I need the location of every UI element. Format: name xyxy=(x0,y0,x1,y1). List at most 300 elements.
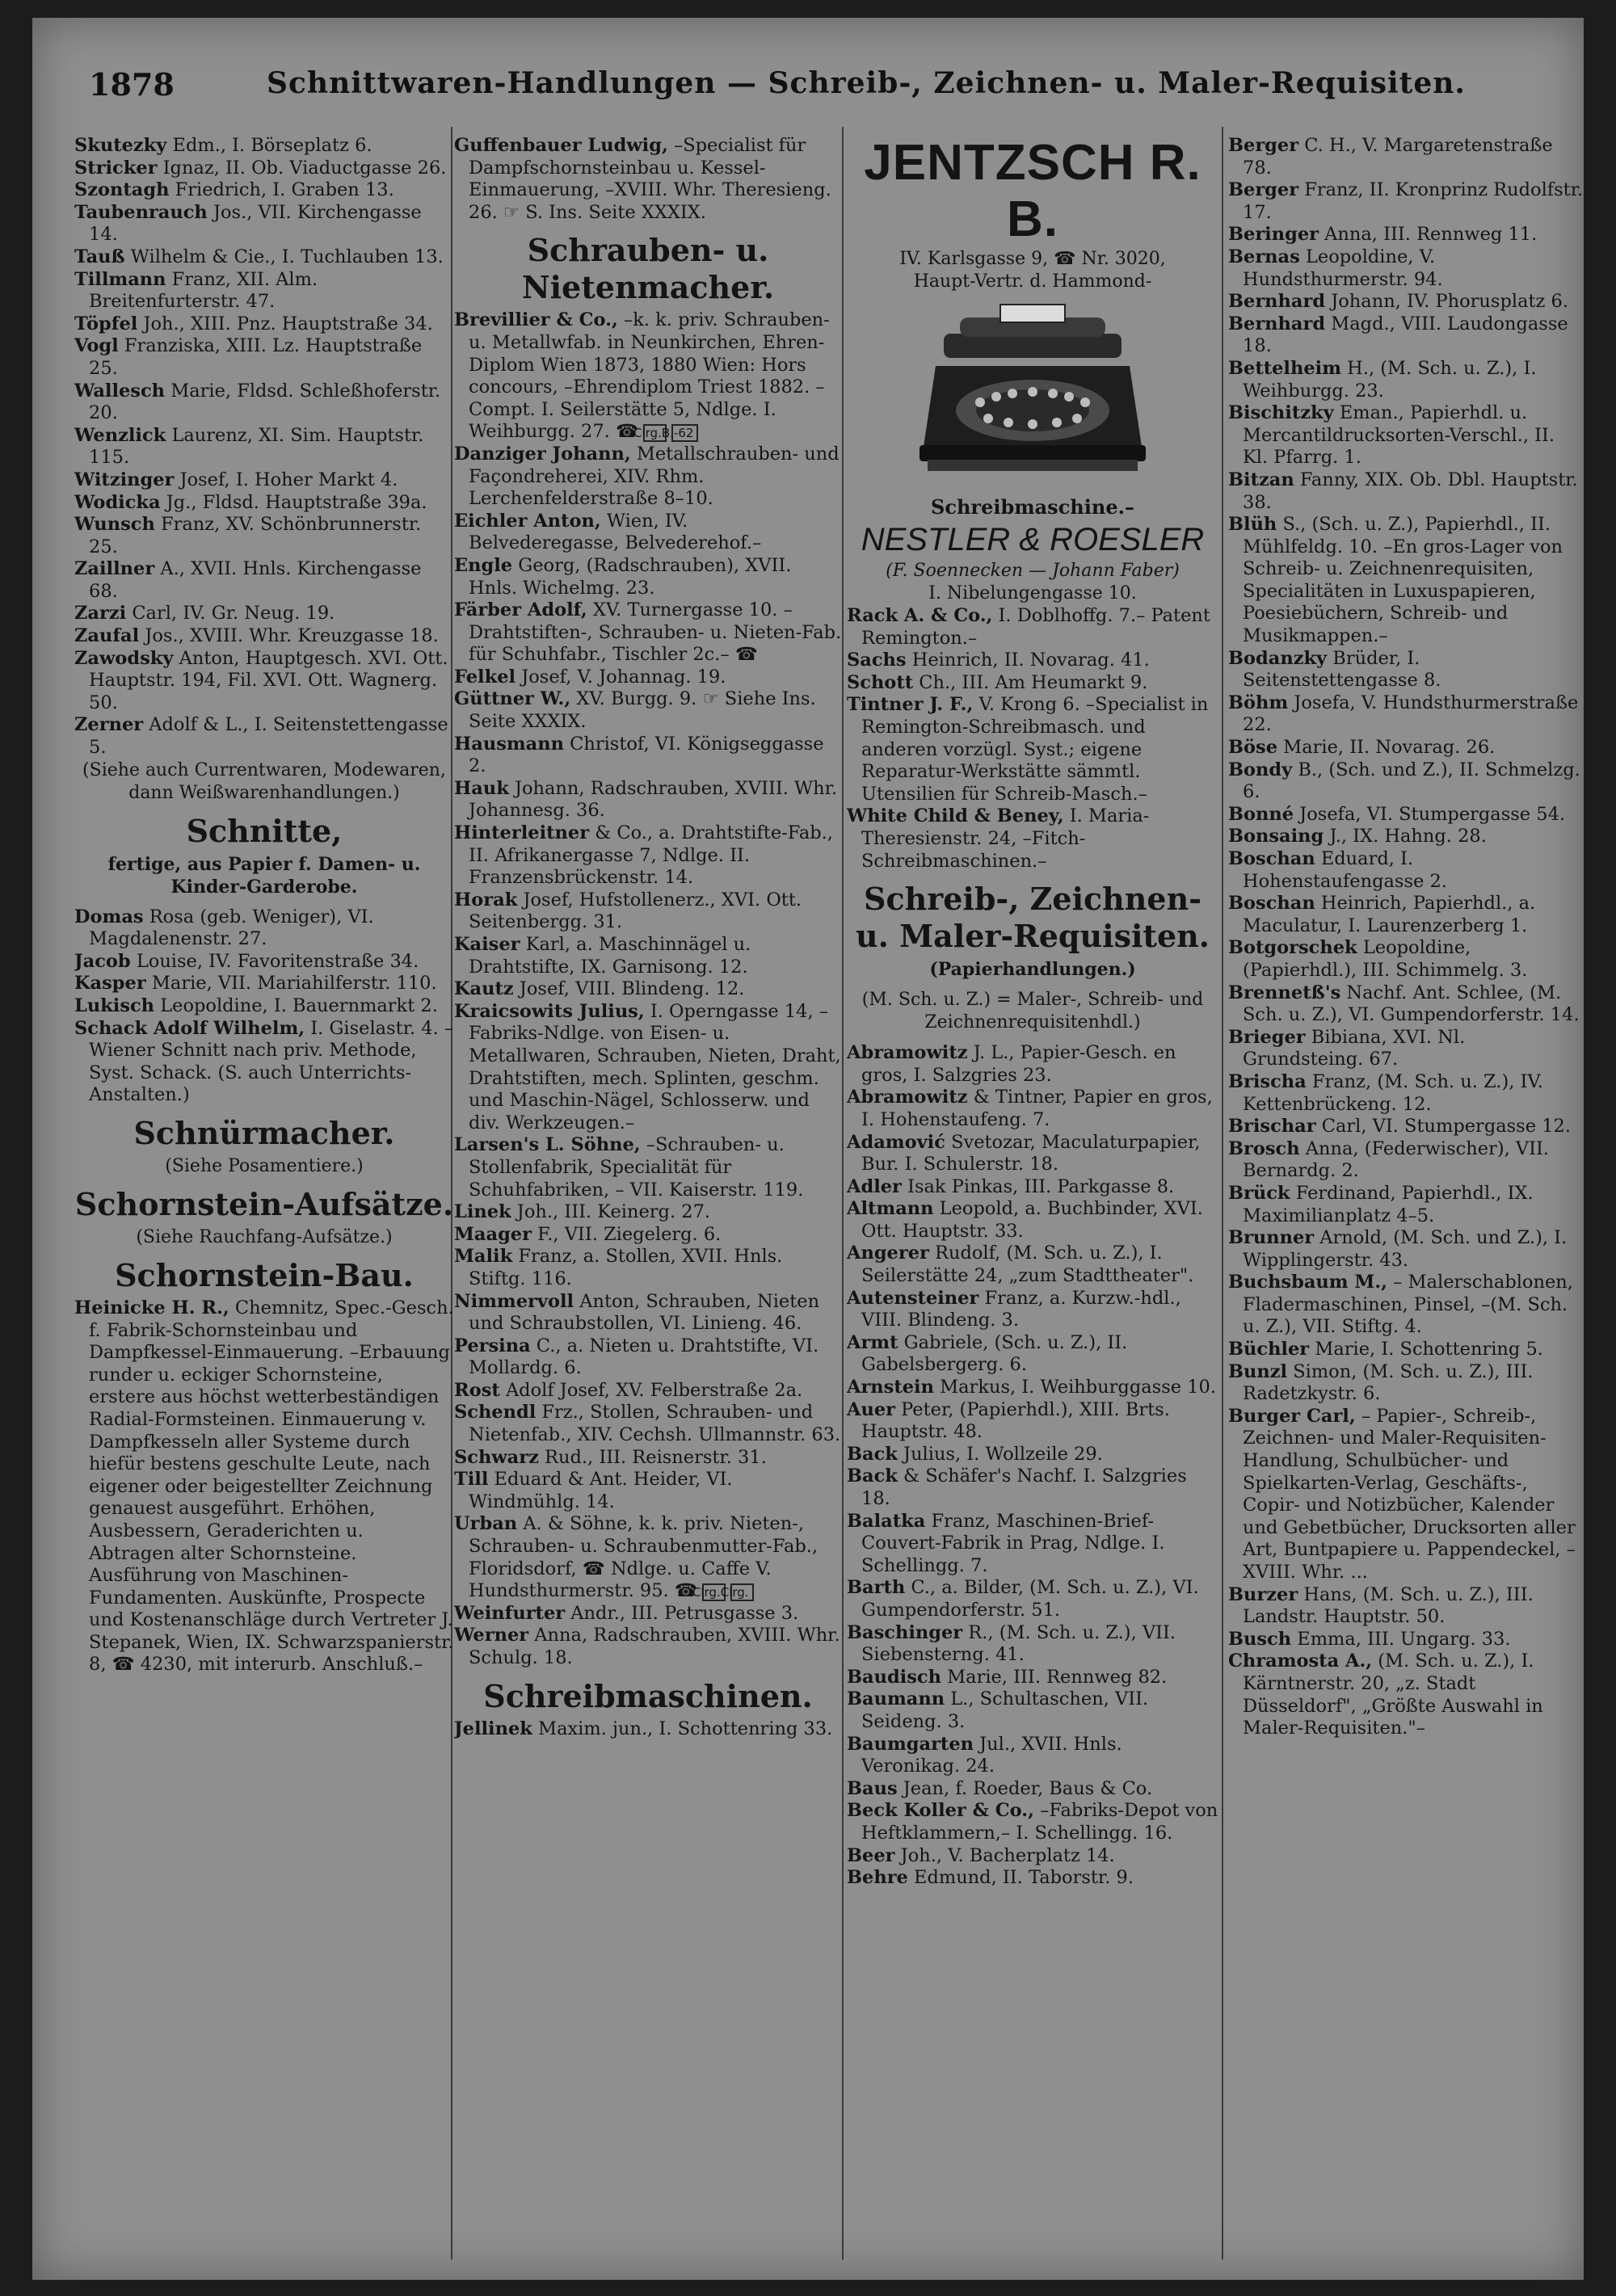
directory-entry xyxy=(454,1134,842,1201)
directory-entry xyxy=(1228,848,1584,893)
ad-brand-address: I. Nibelungengasse 10. xyxy=(928,583,1137,603)
directory-entry xyxy=(847,1511,1218,1578)
directory-entry xyxy=(847,1377,1218,1399)
directory-entry xyxy=(74,202,454,246)
entry-text: Carl, IV. Gr. Neug. 19. xyxy=(132,603,335,624)
entry-name: White Child & Beney, xyxy=(847,805,1064,827)
entry-text: Anton, Schrauben, Nieten und Schraubstollen, VI. Linieng. 46. xyxy=(469,1290,820,1335)
entry-text: Isak Pinkas, III. Parkgasse 8. xyxy=(907,1175,1175,1197)
entry-text: Josef, V. Johannag. 19. xyxy=(521,666,726,688)
entry-text: Gabriele, (Sch. u. Z.), II. Gabelsbergerg. 6. xyxy=(861,1331,1128,1376)
entry-name: Bunzl xyxy=(1228,1360,1288,1382)
entry-text: A., XVII. Hnls. Kirchengasse 68. xyxy=(89,558,422,602)
entry-text: Leopoldine, (Papierhdl.), III. Schimmelg. 3. xyxy=(1243,937,1528,981)
entry-text: Rudolf, (M. Sch. u. Z.), I. Seilerstätte 24, „zum Stadttheater". xyxy=(861,1243,1194,1287)
directory-entry xyxy=(74,469,454,492)
entry-text: Marie, II. Novarag. 26. xyxy=(1283,737,1496,759)
entry-name: Bitzan xyxy=(1228,469,1294,490)
entry-text: Eduard & Ant. Heider, VI. Windmühlg. 14. xyxy=(469,1469,733,1512)
directory-entry xyxy=(1228,1138,1584,1183)
entry-text: –Specialist für Dampfschornsteinbau u. Kessel-Einmauerung, –XVIII. Whr. Theresieng. 26. ☞ S. Ins. Seite XXXIX. xyxy=(469,135,831,223)
entry-name: Schendl xyxy=(454,1402,537,1423)
column-3 xyxy=(847,135,1218,2268)
directory-entry xyxy=(454,599,842,667)
entry-name: Chramosta A., xyxy=(1228,1651,1373,1672)
entry-text: XV. Burgg. 9. ☞ Siehe Ins. Seite XXXIX. xyxy=(469,688,816,733)
column-2 xyxy=(454,135,842,2268)
section-heading-schreib-requisiten: Schreib-, Zeichnen- u. Maler-Requisiten. xyxy=(856,881,1210,955)
advertisement-jentzsch xyxy=(847,135,1218,605)
directory-entry xyxy=(74,313,454,336)
entry-name: Beer xyxy=(847,1844,895,1866)
entry-name: Adler xyxy=(847,1175,902,1197)
entry-name: Szontagh xyxy=(74,179,170,201)
entry-name: Larsen's L. Söhne, xyxy=(454,1134,641,1156)
directory-entry xyxy=(1228,1116,1584,1138)
entry-text: I. Maria-Theresienstr. 24, –Fitch-Schreibmaschinen.– xyxy=(861,805,1150,872)
entry-name: Beringer xyxy=(1228,224,1319,246)
directory-entry xyxy=(847,605,1218,650)
directory-entry xyxy=(847,1444,1218,1466)
entry-name: Zaillner xyxy=(74,558,155,580)
directory-entry xyxy=(1228,224,1584,246)
entry-name: Danziger Johann, xyxy=(454,443,631,465)
section-subheading: (Papierhandlungen.) xyxy=(929,959,1136,981)
entry-name: Auer xyxy=(847,1398,895,1420)
entry-name: Kautz xyxy=(454,978,514,1000)
entry-text: Marie, VII. Mariahilferstr. 110. xyxy=(151,973,437,995)
directory-entry xyxy=(74,1018,454,1107)
directory-entry xyxy=(847,1176,1218,1199)
entry-name: Rack A. & Co., xyxy=(847,605,993,626)
entry-text: Anna, (Federwischer), VII. Bernardg. 2. xyxy=(1243,1137,1550,1182)
directory-entry xyxy=(74,973,454,995)
entry-name: Boschan xyxy=(1228,848,1315,869)
entry-text: Jos., VII. Kirchengasse 14. xyxy=(89,201,422,246)
entry-text: Josef, Hufstollenerz., XVI. Ott. Seitenbergg. 31. xyxy=(469,889,802,933)
entry-name: Wunsch xyxy=(74,514,155,536)
column-rule xyxy=(1222,127,1223,2260)
entry-text: Franz, a. Stollen, XVII. Hnls. Stiftg. 116. xyxy=(469,1246,783,1289)
entry-name: Arnstein xyxy=(847,1377,934,1398)
entry-name: Baschinger xyxy=(847,1621,963,1643)
entry-name: Linek xyxy=(454,1201,511,1223)
entry-name: Güttner W., xyxy=(454,688,571,710)
entry-text: Louise, IV. Favoritenstraße 34. xyxy=(136,950,419,972)
section-heading-schnurmacher: Schnürmacher. xyxy=(133,1114,395,1151)
entry-text: Joh., V. Bacherplatz 14. xyxy=(900,1844,1115,1866)
entry-name: Bischitzky xyxy=(1228,402,1334,424)
ad-address: IV. Karlsgasse 9, ☎ Nr. 3020, xyxy=(899,249,1166,269)
directory-entry xyxy=(454,1447,842,1470)
entry-name: Berger xyxy=(1228,135,1299,156)
entry-text: Anna, Radschrauben, XVIII. Whr. Schulg. 18. xyxy=(469,1625,840,1668)
directory-entry xyxy=(1228,692,1584,737)
entry-name: Heinicke H. R., xyxy=(74,1297,229,1318)
entry-text: A. & Söhne, k. k. priv. Nieten-, Schrauben- u. Schraubenmutter-Fab., Floridsdorf, ☎ Ndlge. u. Caffe V. Hundsthurmerstr. 95. ☎ xyxy=(469,1513,819,1602)
entry-text: Chemnitz, Spec.-Gesch. f. Fabrik-Schornsteinbau und Dampfkessel-Einmauerung. –Erbauung runder u. eckiger Schornsteine, erstere aus höchst wetterbeständigen Radial-Formsteinen. Einmauerung v. Dampfkesseln aller Systeme durch hiefür bestens geschulte Leute, nach eigener oder beigestellter Zeichnung genauest ausgeführt. Erhöhen, Ausbessern, Geraderichten u. Abtragen alter Schornsteine. Ausführung von Maschinen-Fundamenten. Auskünfte, Prospecte und Kostenanschläge durch Vertreter J. Stepanek, Wien, IX. Schwarzspanierstr. 8, ☎ 4230, mit interurb. Anschluß.– xyxy=(89,1297,454,1676)
entry-text: & Tintner, Papier en gros, I. Hohenstaufeng. 7. xyxy=(861,1087,1213,1130)
entry-text: – Papier-, Schreib-, Zeichnen- und Maler-Requisiten-Handlung, Schulbücher- und Spielkarten-Verlag, Geschäfts-, Copir- und Notizbücher, Kalender und Gebetbücher, Drucksorten aller Art, Buntpapiere u. Pappendeckel, – XVIII. Whr. ... xyxy=(1243,1405,1576,1583)
directory-entry xyxy=(74,906,454,951)
entry-name: Blüh xyxy=(1228,514,1277,536)
entry-text: Ignaz, II. Ob. Viaductgasse 26. xyxy=(162,157,447,179)
entry-name: Boschan xyxy=(1228,893,1315,915)
directory-entry xyxy=(74,714,454,759)
entry-name: Adamović xyxy=(847,1131,945,1153)
directory-entry xyxy=(454,1718,842,1741)
directory-entry xyxy=(454,1603,842,1625)
entry-text: Simon, (M. Sch. u. Z.), III. Radetzkystr. 6. xyxy=(1243,1360,1534,1405)
directory-entry xyxy=(847,694,1218,805)
entry-name: Abramowitz xyxy=(847,1087,968,1108)
directory-entry xyxy=(454,1513,842,1602)
entry-text: H., (M. Sch. u. Z.), I. Weihburgg. 23. xyxy=(1243,357,1537,402)
directory-entry xyxy=(1228,246,1584,291)
directory-entry xyxy=(847,1867,1218,1890)
entry-text: Nachf. Ant. Schlee, (M. Sch. u. Z.), VI. Gumpendorferstr. 14. xyxy=(1243,982,1580,1026)
directory-entry xyxy=(847,1198,1218,1243)
entry-text: Christof, VI. Königseggasse 2. xyxy=(469,733,824,777)
directory-entry xyxy=(454,734,842,778)
entry-text: Laurenz, XI. Sim. Hauptstr. 115. xyxy=(89,424,424,469)
entry-text: Edm., I. Börseplatz 6. xyxy=(172,135,372,156)
directory-entry xyxy=(847,1577,1218,1621)
directory-entry xyxy=(74,492,454,515)
directory-entry xyxy=(454,1201,842,1224)
entry-name: Maager xyxy=(454,1223,532,1245)
entry-name: Bettelheim xyxy=(1228,357,1342,379)
entry-text: Ferdinand, Papierhdl., IX. Maximilianplatz 4–5. xyxy=(1243,1182,1534,1226)
entry-text: Franz, II. Kronprinz Rudolfstr. 17. xyxy=(1243,179,1584,223)
directory-entry xyxy=(1228,358,1584,402)
directory-entry xyxy=(1228,1339,1584,1361)
section-subheading: (Siehe Rauchfang-Aufsätze.) xyxy=(136,1226,393,1247)
directory-entry xyxy=(847,1800,1218,1844)
entry-name: Burzer xyxy=(1228,1583,1298,1605)
directory-entry xyxy=(454,1469,842,1513)
directory-entry xyxy=(454,511,842,555)
entry-name: Werner xyxy=(454,1625,529,1646)
entry-text: Franz, XII. Alm. Breitenfurterstr. 47. xyxy=(89,268,318,313)
directory-entry xyxy=(1228,313,1584,358)
directory-entry xyxy=(454,1335,842,1380)
entry-text: & Co., a. Drahtstifte-Fab., II. Afrikanergasse 7, Ndlge. II. Franzensbrückenstr. 14. xyxy=(469,822,833,889)
entry-name: Tillmann xyxy=(74,268,166,290)
entry-name: Vogl xyxy=(74,335,119,357)
directory-entry xyxy=(454,1380,842,1402)
entry-text: Georg, (Radschrauben), XVII. Hnls. Wichelmg. 23. xyxy=(469,554,792,599)
entry-text: Joh., III. Keinerg. 27. xyxy=(516,1201,711,1223)
entry-text: Wien, IV. Belvederegasse, Belvederehof.– xyxy=(469,510,762,554)
directory-entry xyxy=(1228,826,1584,848)
column-1 xyxy=(74,135,454,2268)
directory-entry xyxy=(1228,937,1584,982)
entry-list xyxy=(74,906,454,1107)
entry-text: C., a. Bilder, (M. Sch. u. Z.), VI. Gumpendorferstr. 51. xyxy=(861,1577,1199,1621)
entry-name: Busch xyxy=(1228,1628,1292,1650)
directory-entry xyxy=(74,269,454,313)
directory-entry xyxy=(454,667,842,689)
directory-entry xyxy=(847,1688,1218,1733)
entry-name: Armt xyxy=(847,1331,898,1353)
page-number: 1878 xyxy=(89,66,175,103)
entry-text: Heinrich, II. Novarag. 41. xyxy=(911,650,1150,671)
entry-text: – Malerschablonen, Fladermaschinen, Pinsel, –(M. Sch. u. Z.), VII. Stiftg. 4. xyxy=(1243,1272,1573,1338)
entry-name: Brieger xyxy=(1228,1026,1306,1048)
phone-badge: Clrg. xyxy=(730,1583,754,1601)
entry-list xyxy=(74,135,454,759)
entry-text: Arnold, (M. Sch. und Z.), I. Wipplingerstr. 43. xyxy=(1243,1227,1568,1271)
entry-name: Behre xyxy=(847,1867,908,1889)
directory-entry xyxy=(454,309,842,444)
directory-entry xyxy=(1228,804,1584,826)
entry-list xyxy=(454,309,842,1669)
entry-text: Svetozar, Maculaturpapier, Bur. I. Schulerstr. 18. xyxy=(861,1131,1201,1175)
directory-entry xyxy=(847,1132,1218,1176)
entry-name: Hausmann xyxy=(454,733,564,755)
entry-name: Felkel xyxy=(454,666,516,688)
entry-name: Brevillier & Co., xyxy=(454,309,618,331)
directory-entry xyxy=(74,951,454,973)
entry-text: Carl, VI. Stumpergasse 12. xyxy=(1321,1116,1571,1137)
ad-brand-sub: (F. Soennecken — Johann Faber) xyxy=(886,561,1180,581)
entry-name: Wodicka xyxy=(74,491,161,513)
entry-name: Schott xyxy=(847,671,914,693)
directory-entry xyxy=(454,688,842,733)
directory-entry xyxy=(74,179,454,202)
entry-text: J. L., Papier-Gesch. en gros, I. Salzgries 23. xyxy=(861,1042,1176,1086)
entry-text: XV. Turnergasse 10. –Drahtstiften-, Schrauben- u. Nieten-Fab. für Schuhfabr., Tischler 2c.– ☎ xyxy=(469,599,842,666)
entry-text: Adolf Josef, XV. Felberstraße 2a. xyxy=(505,1379,803,1401)
entry-name: Färber Adolf, xyxy=(454,599,587,621)
entry-name: Zerner xyxy=(74,714,144,736)
directory-entry xyxy=(454,1246,842,1290)
directory-entry xyxy=(1228,514,1584,648)
entry-name: Persina xyxy=(454,1335,531,1356)
directory-entry xyxy=(1228,402,1584,469)
entry-name: Bernas xyxy=(1228,246,1300,267)
directory-entry xyxy=(1228,469,1584,514)
entry-text: Jg., Fldsd. Hauptstraße 39a. xyxy=(166,491,427,513)
directory-entry xyxy=(1228,1027,1584,1071)
directory-entry xyxy=(454,1001,842,1135)
entry-name: Kaiser xyxy=(454,934,520,955)
entry-list xyxy=(454,1718,842,1741)
entry-text: Friedrich, I. Graben 13. xyxy=(175,179,394,201)
directory-entry xyxy=(847,1243,1218,1287)
entry-text: R., (M. Sch. u. Z.), VII. Siebensterng. 41. xyxy=(861,1621,1176,1666)
entry-text: Jul., XVII. Hnls. Veronikag. 24. xyxy=(861,1733,1122,1777)
entry-name: Engle xyxy=(454,554,513,576)
directory-entry xyxy=(1228,1584,1584,1629)
entry-name: Böse xyxy=(1228,737,1278,759)
directory-entry xyxy=(454,822,842,889)
entry-name: Weinfurter xyxy=(454,1602,566,1624)
entry-text: C. H., V. Margaretenstraße 78. xyxy=(1243,135,1553,179)
entry-text: Marie, III. Rennweg 82. xyxy=(947,1666,1168,1688)
directory-entry xyxy=(74,335,454,380)
directory-entry xyxy=(454,555,842,599)
entry-name: Jellinek xyxy=(454,1718,532,1739)
directory-entry xyxy=(1228,759,1584,804)
entry-text: Joh., XIII. Pnz. Hauptstraße 34. xyxy=(143,313,433,334)
entry-text: B., (Sch. und Z.), II. Schmelzg. 6. xyxy=(1243,759,1580,803)
entry-text: Julius, I. Wollzeile 29. xyxy=(903,1443,1103,1465)
entry-name: Till xyxy=(454,1469,489,1491)
entry-text: Bibiana, XVI. Nl. Grundsteing. 67. xyxy=(1243,1026,1466,1070)
entry-name: Jacob xyxy=(74,950,131,972)
entry-name: Kraicsowits Julius, xyxy=(454,1000,645,1022)
entry-text: I. Operngasse 14, –Fabriks-Ndlge. von Eisen- u. Metallwaren, Schrauben, Nieten, Draht, Drahtstiften, mech. Splinten, geschm. und Maschin-Nägel, Schlosserw. und div. Werkzeugen.– xyxy=(469,1000,841,1133)
directory-entry xyxy=(847,1667,1218,1689)
directory-entry xyxy=(847,1288,1218,1332)
entry-name: Beck Koller & Co., xyxy=(847,1800,1034,1822)
entry-text: Fanny, XIX. Ob. Dbl. Hauptstr. 38. xyxy=(1243,469,1578,513)
entry-name: Baumann xyxy=(847,1688,945,1710)
directory-entry xyxy=(847,1622,1218,1667)
entry-text: F., VII. Ziegelerg. 6. xyxy=(537,1223,722,1245)
directory-entry xyxy=(1228,135,1584,179)
entry-text: Brüder, I. Seitenstettengasse 8. xyxy=(1243,647,1441,692)
entry-name: Bonsaing xyxy=(1228,826,1324,847)
entry-name: Abramowitz xyxy=(847,1042,968,1064)
entry-name: Brischar xyxy=(1228,1116,1316,1137)
ad-caption: Schreibmaschine.– xyxy=(931,495,1134,519)
entry-text: Rosa (geb. Weniger), VI. Magdalenenstr. 27. xyxy=(89,906,374,950)
entry-name: Bodanzky xyxy=(1228,647,1328,669)
section-subheading: fertige, aus Papier f. Damen- u. Kinder-Garderobe. xyxy=(107,853,421,898)
directory-entry xyxy=(74,425,454,469)
entry-text: Maxim. jun., I. Schottenring 33. xyxy=(538,1718,833,1739)
entry-text: Wilhelm & Cie., I. Tuchlauben 13. xyxy=(130,246,444,267)
entry-text: Johann, IV. Phorusplatz 6. xyxy=(1331,291,1568,313)
entry-name: Tintner J. F., xyxy=(847,694,974,716)
directory-entry xyxy=(454,1402,842,1446)
entry-name: Domas xyxy=(74,906,144,927)
entry-text: Josefa, VI. Stumpergasse 54. xyxy=(1299,803,1566,825)
directory-entry xyxy=(74,603,454,625)
directory-entry xyxy=(454,135,842,224)
entry-name: Baumgarten xyxy=(847,1733,974,1755)
entry-text: –k. k. priv. Schrauben- u. Metallwfab. in Neunkirchen, Ehren-Diplom Wien 1873, 1880 Wien: Hors concours, –Ehrendiplom Triest 1882. –Compt. I. Seilerstätte 5, Ndlge. I. Weihburgg. 27. ☎ xyxy=(469,309,830,443)
entry-text: Andr., III. Petrusgasse 3. xyxy=(570,1602,799,1624)
directory-entry xyxy=(847,1042,1218,1087)
entry-text: Magd., VIII. Laudongasse 18. xyxy=(1243,313,1568,357)
entry-name: Rost xyxy=(454,1379,500,1401)
entry-text: Franziska, XIII. Lz. Hauptstraße 25. xyxy=(89,335,423,379)
entry-name: Lukisch xyxy=(74,995,155,1016)
directory-entry xyxy=(74,1297,454,1676)
entry-text: Frz., Stollen, Schrauben- und Nietenfab., XIV. Cechsh. Ullmannstr. 63. xyxy=(469,1402,841,1446)
entry-name: Brennetß's xyxy=(1228,982,1341,1003)
entry-name: Balatka xyxy=(847,1510,926,1532)
entry-text: Hans, (M. Sch. u. Z.), III. Landstr. Hauptstr. 50. xyxy=(1243,1583,1534,1628)
directory-entry xyxy=(74,246,454,269)
directory-entry xyxy=(1228,648,1584,692)
entry-name: Guffenbauer Ludwig, xyxy=(454,135,668,156)
entry-text: Eduard, I. Hohenstaufengasse 2. xyxy=(1243,848,1447,892)
entry-text: –Schrauben- u. Stollenfabrik, Specialität für Schuhfabriken, – VII. Kaiserstr. 119. xyxy=(469,1134,804,1201)
directory-entry xyxy=(74,381,454,425)
phone-badge: Clrg. xyxy=(643,424,667,442)
entry-name: Angerer xyxy=(847,1243,929,1264)
entry-name: Büchler xyxy=(1228,1339,1310,1360)
directory-entry xyxy=(454,934,842,978)
entry-name: Witzinger xyxy=(74,469,175,490)
entry-name: Eichler Anton, xyxy=(454,510,601,532)
entry-text: Marie, Fldsd. Schleßhoferstr. 20. xyxy=(89,380,441,424)
entry-text: Rud., III. Reisnerstr. 31. xyxy=(545,1446,767,1468)
directory-entry xyxy=(454,1224,842,1247)
entry-list xyxy=(847,1042,1218,1890)
entry-text: Johann, Radschrauben, XVIII. Whr. Johannesg. 36. xyxy=(469,777,838,822)
entry-text: (M. Sch. u. Z.), I. Kärntnerstr. 20, „z. Stadt Düsseldorf", „Größte Auswahl in Maler-Requisiten."– xyxy=(1243,1651,1543,1739)
entry-name: Wallesch xyxy=(74,380,166,402)
section-heading-schreibmaschinen: Schreibmaschinen. xyxy=(483,1677,813,1714)
entry-name: Bernhard xyxy=(1228,291,1326,313)
directory-entry xyxy=(1228,1272,1584,1339)
entry-name: Brunner xyxy=(1228,1227,1315,1249)
entry-name: Bonné xyxy=(1228,803,1294,825)
entry-text: Leopold, a. Buchbinder, XVI. Ott. Hauptstr. 33. xyxy=(861,1198,1203,1242)
entry-text: Adolf & L., I. Seitenstettengasse 5. xyxy=(89,714,448,759)
entry-name: Zaufal xyxy=(74,625,140,647)
directory-entry xyxy=(74,995,454,1018)
entry-name: Berger xyxy=(1228,179,1299,201)
entry-text: & Schäfer's Nachf. I. Salzgries 18. xyxy=(861,1465,1187,1509)
typewriter-illustration xyxy=(911,301,1154,487)
directory-entry xyxy=(847,1734,1218,1778)
entry-name: Botgorschek xyxy=(1228,937,1357,959)
entry-name: Brück xyxy=(1228,1182,1290,1204)
entry-text: Josef, VIII. Blindeng. 12. xyxy=(519,978,745,1000)
directory-entry xyxy=(1228,1183,1584,1227)
entry-text: Leopoldine, I. Bauernmarkt 2. xyxy=(160,995,438,1016)
entry-text: Karl, a. Maschinnägel u. Drahtstifte, IX. Garnisong. 12. xyxy=(469,934,751,978)
entry-name: Bernhard xyxy=(1228,313,1326,334)
entry-name: Schwarz xyxy=(454,1446,539,1468)
entry-name: Sachs xyxy=(847,650,907,671)
entry-name: Schack Adolf Wilhelm, xyxy=(74,1017,305,1039)
section-subheading: (Siehe Posamentiere.) xyxy=(165,1155,364,1176)
entry-name: Barth xyxy=(847,1577,906,1599)
entry-text: Peter, (Papierhdl.), XIII. Brts. Hauptstr. 48. xyxy=(861,1398,1170,1443)
entry-text: Jos., XVIII. Whr. Kreuzgasse 18. xyxy=(145,625,439,647)
section-heading-aufsaetze: Schornstein-Aufsätze. xyxy=(74,1185,454,1222)
column-rule xyxy=(842,127,844,2260)
directory-entry xyxy=(1228,1361,1584,1406)
entry-list xyxy=(847,605,1218,873)
entry-name: Altmann xyxy=(847,1198,934,1220)
ad-agency: Haupt-Vertr. d. Hammond- xyxy=(913,271,1152,292)
entry-name: Böhm xyxy=(1228,692,1289,713)
directory-entry xyxy=(454,444,842,511)
directory-entry xyxy=(847,1845,1218,1868)
entry-name: Burger Carl, xyxy=(1228,1405,1356,1427)
entry-name: Hauk xyxy=(454,777,509,799)
entry-name: Skutezky xyxy=(74,135,167,156)
entry-name: Zawodsky xyxy=(74,647,174,669)
directory-entry xyxy=(847,672,1218,695)
page-header xyxy=(32,66,1584,115)
entry-text: Franz, (M. Sch. u. Z.), IV. Kettenbrückeng. 12. xyxy=(1243,1070,1543,1115)
directory-entry xyxy=(1228,291,1584,313)
directory-entry xyxy=(1228,737,1584,759)
directory-entry xyxy=(847,1465,1218,1510)
entry-list xyxy=(1228,135,1584,1740)
entry-list xyxy=(74,1297,454,1676)
